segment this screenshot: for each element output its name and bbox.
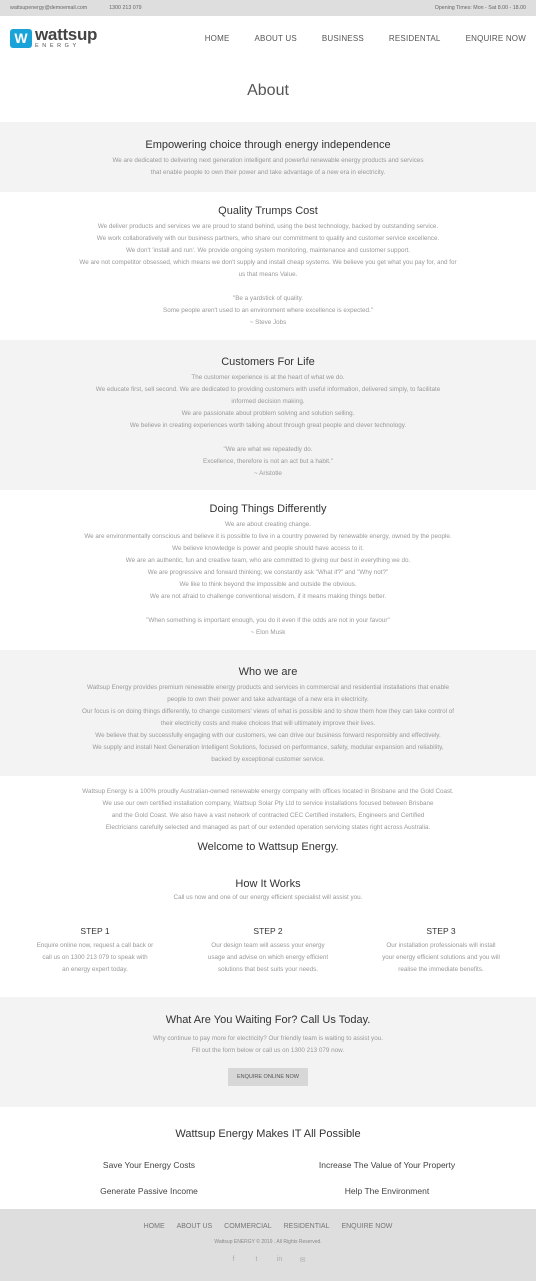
footer-nav-enquire-now[interactable]: ENQUIRE NOW (341, 1223, 393, 1230)
customers-section (0, 340, 536, 490)
step-line: Our design team will assess your energy (211, 942, 325, 949)
benefit-item: Save Your Energy Costs (102, 1160, 196, 1170)
australian-line: Wattsup Energy is a 100% proudly Australian-owned renewable energy company with offices located in Brisbane and the Gold Coast. (82, 788, 454, 795)
step-title: STEP 3 (426, 926, 456, 936)
nav-about-us[interactable]: ABOUT US (254, 33, 297, 43)
who-line: Wattsup Energy provides premium renewable energy products and services in commercial and residential installations that enable (86, 684, 450, 691)
empowering-title: Empowering choice through energy independence (145, 139, 391, 151)
how-subtitle: Call us now and one of our energy efficient specialist will assist you. (173, 894, 363, 901)
logo[interactable] (10, 26, 97, 50)
quality-line: We don't 'install and run'. We provide ongoing system monitoring, maintenance and customer support. (125, 247, 411, 254)
differently-line: We are progressive and forward thinking; we constantly ask "What if?" and "Why not?" (147, 569, 389, 576)
welcome-heading: Welcome to Wattsup Energy. (197, 841, 339, 853)
differently-line: We are environmentally conscious and believe it is possible to live in a country powered by renewable energy, owned by the people. (84, 533, 452, 540)
differently-line: We are not afraid to challenge conventional wisdom, if it means making things better. (149, 593, 387, 600)
quality-title: Quality Trumps Cost (218, 205, 318, 217)
opening-hours: Opening Times: Mon - Sat 8.00 - 18.00 (434, 5, 526, 11)
nav-business[interactable]: BUSINESS (321, 33, 364, 43)
nav-home[interactable]: HOME (204, 33, 230, 43)
twitter-icon[interactable]: t (255, 1256, 258, 1263)
cta-line: Fill out the form below or call us on 1300 213 079 now. (191, 1047, 345, 1054)
page-title: About (247, 82, 289, 99)
benefit-item: Increase The Value of Your Property (318, 1160, 456, 1170)
step-line: Our installation professionals will install (386, 942, 496, 949)
empowering-section (0, 122, 536, 192)
who-line: their electricity costs and make choices that will ultimately improve their lives. (160, 720, 376, 727)
differently-line: We are about creating change. (225, 521, 311, 528)
customers-line: informed decision making. (231, 398, 305, 405)
differently-quote: "When something is important enough, you do it even if the odds are not in your favour" (146, 617, 390, 624)
linkedin-icon[interactable]: in (276, 1256, 283, 1263)
customers-quote: Excellence, therefore is not an act but a habit." (203, 458, 333, 465)
footer-nav-commercial[interactable]: COMMERCIAL (224, 1223, 272, 1230)
top-phone[interactable]: 1300 213 079 (109, 5, 142, 11)
step-line: realise the immediate benefits. (398, 966, 484, 973)
quality-line: We are not competitor obsessed, which means we don't supply and install cheap systems. We believe you get what you pay for, and for (79, 259, 457, 266)
differently-section (0, 490, 536, 650)
differently-line: We believe knowledge is power and people should have access to it. (172, 545, 364, 552)
facebook-icon[interactable]: f (232, 1256, 235, 1263)
step-1 (30, 926, 160, 976)
footer-nav (0, 1223, 536, 1230)
step-title: STEP 2 (253, 926, 283, 936)
benefit-item: Help The Environment (344, 1186, 430, 1196)
customers-title: Customers For Life (221, 356, 315, 368)
quality-section (0, 192, 536, 340)
site-footer (0, 1209, 536, 1281)
step-line: an energy expert today. (62, 966, 128, 973)
customers-line: We are passionate about problem solving and solution selling. (181, 410, 355, 417)
step-2 (203, 926, 333, 976)
who-title: Who we are (238, 666, 298, 678)
possible-title: Wattsup Energy Makes IT All Possible (175, 1128, 361, 1140)
how-title: How It Works (235, 878, 301, 890)
quality-line: We deliver products and services we are proud to stand behind, using the best technology, backed by outstanding service. (97, 223, 439, 230)
benefits-grid (0, 1159, 536, 1197)
empowering-line: We are dedicated to delivering next generation intelligent and powerful renewable energy products and services (112, 157, 424, 164)
quality-line: We work collaboratively with our business partners, who share our commitment to quality and customer service excellence. (96, 235, 440, 242)
enquire-online-button[interactable]: ENQUIRE ONLINE NOW (228, 1068, 308, 1086)
customers-line: We educate first, sell second. We are dedicated to providing customers with useful information, delivered simply, to facilitate (95, 386, 441, 393)
who-line: backed by exceptional customer service. (211, 756, 325, 763)
footer-nav-about-us[interactable]: ABOUT US (176, 1223, 213, 1230)
main-nav (180, 34, 526, 43)
australian-line: Electricians carefully selected and managed as part of our extended operation servicing states right across Australia. (105, 824, 431, 831)
step-line: Enquire online now, request a call back or (36, 942, 154, 949)
who-line: people to own their power and take advantage of a new era in electricity. (167, 696, 369, 703)
australian-section (0, 776, 536, 872)
cta-line: Why continue to pay more for electricity? Our friendly team is waiting to assist you. (153, 1035, 383, 1042)
nav-enquire-now[interactable]: ENQUIRE NOW (465, 33, 526, 43)
step-line: call us on 1300 213 079 to speak with (42, 954, 148, 961)
social-links (0, 1255, 536, 1264)
cta-title: What Are You Waiting For? Call Us Today. (165, 1014, 371, 1026)
customers-line: We believe in creating experiences worth talking about through great people and clever technology. (129, 422, 407, 429)
differently-line: We are an authentic, fun and creative team, who are committed to giving our best in everything we do. (125, 557, 411, 564)
who-line: Our focus is on doing things differently, to change customers' views of what is possible and to show them how they can take control of (82, 708, 454, 715)
logo-word: wattsup (35, 25, 98, 45)
step-title: STEP 1 (80, 926, 110, 936)
top-email[interactable]: wattsupenergy@demoemail.com (10, 5, 88, 11)
steps-row (0, 926, 536, 976)
email-icon[interactable]: ✉ (299, 1256, 306, 1264)
australian-line: We use our own certified installation company, Wattsup Solar Pty Ltd to service installations focused between Brisbane (102, 800, 434, 807)
benefit-item: Generate Passive Income (100, 1186, 198, 1196)
empowering-line: that enable people to own their power and take advantage of a new era in electricity. (150, 169, 386, 176)
footer-nav-home[interactable]: HOME (143, 1223, 165, 1230)
quality-quote-author: ~ Steve Jobs (249, 319, 287, 326)
logo-badge: W (10, 29, 32, 48)
possible-section (0, 1107, 536, 1207)
step-line: your energy efficient solutions and you will (382, 954, 500, 961)
copyright: Wattsup ENERGY © 2019 . All Rights Reserved. (214, 1239, 322, 1245)
quality-line: us that means Value. (238, 271, 298, 278)
logo-sub: ENERGY (35, 43, 80, 50)
footer-nav-residential[interactable]: RESIDENTIAL (283, 1223, 330, 1230)
customers-quote: "We are what we repeatedly do. (223, 446, 313, 453)
who-line: We supply and install Next Generation Intelligent Solutions, focused on performance, safety, modular expansion and reliability, (92, 744, 444, 751)
quality-quote: "Be a yardstick of quality. (232, 295, 304, 302)
step-3 (376, 926, 506, 976)
customers-line: The customer experience is at the heart of what we do. (191, 374, 345, 381)
differently-quote-author: ~ Elon Musk (250, 629, 286, 636)
quality-quote: Some people aren't used to an environment where excellence is expected." (163, 307, 373, 314)
customers-quote-author: ~ Aristotle (254, 470, 282, 477)
site-header (0, 16, 536, 60)
australian-line: and the Gold Coast. We also have a vast network of contracted CEC Certified installers, Engineers and Certified (111, 812, 425, 819)
how-section (0, 872, 536, 997)
step-line: solutions that best suits your needs. (217, 966, 319, 973)
cta-section (0, 997, 536, 1107)
differently-line: We like to think beyond the impossible and outside the obvious. (179, 581, 357, 588)
who-section (0, 650, 536, 776)
who-line: We believe that by successfully engaging with our customers, we can drive our business forward responsibly and effectively. (95, 732, 441, 739)
differently-title: Doing Things Differently (209, 503, 327, 515)
nav-residental[interactable]: RESIDENTAL (388, 33, 441, 43)
step-line: usage and advise on which energy efficient (207, 954, 329, 961)
top-bar (0, 0, 536, 16)
